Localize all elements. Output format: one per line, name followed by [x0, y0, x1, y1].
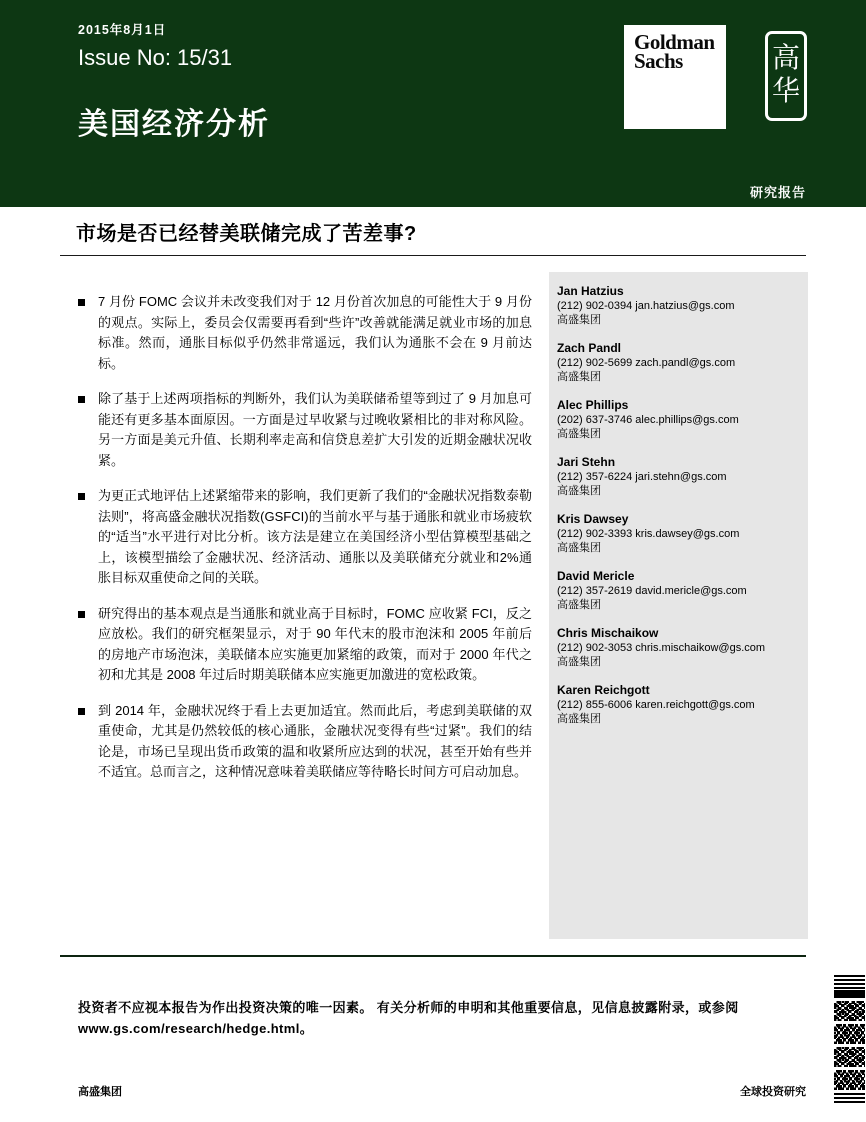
page-title: 市场是否已经替美联储完成了苦差事? — [76, 223, 417, 245]
gaohua-seal-char2: 华 — [771, 76, 800, 107]
goldman-sachs-logo-line1: Goldman — [634, 30, 715, 54]
analyst-name: Chris Mischaikow — [557, 626, 659, 640]
barcode-block — [834, 1001, 865, 1021]
analyst-name: David Mericle — [557, 569, 635, 583]
footer-row — [78, 1083, 806, 1099]
analyst-entry — [557, 398, 798, 441]
analyst-name: Zach Pandl — [557, 341, 622, 355]
analyst-firm: 高盛集团 — [557, 485, 601, 497]
bullet-marker — [78, 708, 85, 715]
bullet-text: 除了基于上述两项指标的判断外，我们认为美联储希望等到过了 9 月加息可能还有更多基本面原因。一方面是过早收紧与过晚收紧相比的非对称风险。另一方面是美元升值、长期利率走高和信贷息差扩大引发的近期金融状况收紧。 — [98, 391, 532, 468]
disclaimer-text: 投资者不应视本报告为作出投资决策的唯一因素。 有关分析师的申明和其他重要信息，见信息披露附录，或参阅 www.gs.com/research/hedge.html。 — [78, 1000, 739, 1036]
analyst-entry — [557, 455, 798, 498]
barcode-block — [834, 1070, 865, 1090]
bullet-text: 研究得出的基本观点是当通胀和就业高于目标时，FOMC 应收紧 FCI，反之应放松。我们的研究框架显示，对于 90 年代末的股市泡沫和 2005 年前后的房地产市场泡沫，美联储本应实施更加紧缩的政策，而对于 2000 年代之初和尤其是 2008 年过后时期美联储本应实施更加激进的宽松政策。 — [98, 605, 532, 682]
bullet-text: 为更正式地评估上述紧缩带来的影响，我们更新了我们的“金融状况指数泰勒法则”，将高盛金融状况指数(GSFCI)的当前水平与基于通胀和就业市场疲软的“适当”水平进行对比分析。该方法是建立在美国经济小型估算模型基础之上，该模型描绘了金融状况、经济活动、通胀以及美联储充分就业和2%通胀目标双重使命之间的关联。 — [98, 488, 532, 585]
bullet-text: 到 2014 年，金融状况终于看上去更加适宜。然而此后，考虑到美联储的双重使命，尤其是仍然较低的核心通胀，金融状况变得有些“过紧”。我们的结论是，市场已呈现出货币政策的温和收紧所应达到的状况，甚至开始有些并不适宜。总而言之，这种情况意味着美联储应等待略长时间方可启动加息。 — [98, 702, 532, 779]
content-area — [78, 272, 808, 939]
analyst-firm: 高盛集团 — [557, 713, 601, 725]
masthead — [0, 0, 866, 207]
analyst-entry — [557, 341, 798, 384]
barcode-block — [834, 1047, 865, 1067]
footer-firm-name: 高盛集团 — [78, 1086, 122, 1098]
analyst-firm: 高盛集团 — [557, 314, 601, 326]
bullet-item — [78, 604, 532, 686]
analyst-entry — [557, 512, 798, 555]
analyst-contact: (212) 357-2619 david.mericle@gs.com — [557, 585, 747, 597]
analyst-contact: (212) 855-6006 karen.reichgott@gs.com — [557, 699, 755, 711]
bullet-item — [78, 701, 532, 783]
analyst-name: Alec Phillips — [557, 398, 629, 412]
gaohua-seal-logo — [765, 31, 807, 121]
analyst-contact: (212) 902-3393 kris.dawsey@gs.com — [557, 528, 740, 540]
bullet-item — [78, 389, 532, 471]
analyst-name: Jari Stehn — [557, 455, 616, 469]
issue-number: Issue No: 15/31 — [78, 45, 233, 70]
title-block — [60, 207, 806, 256]
analyst-entry — [557, 626, 798, 669]
gaohua-seal-char1: 高 — [771, 43, 800, 75]
footer-division-name: 全球投资研究 — [740, 1086, 806, 1098]
bullet-marker — [78, 493, 85, 500]
barcode-solid-band — [834, 990, 865, 998]
analyst-contact: (212) 902-3053 chris.mischaikow@gs.com — [557, 642, 766, 654]
goldman-sachs-logo — [624, 25, 726, 129]
document-barcode — [834, 975, 865, 1106]
analyst-entry — [557, 683, 798, 726]
analyst-firm: 高盛集团 — [557, 599, 601, 611]
goldman-sachs-logo-line2: Sachs — [634, 49, 683, 74]
analyst-entry — [557, 569, 798, 612]
analyst-firm: 高盛集团 — [557, 371, 601, 383]
analyst-name: Kris Dawsey — [557, 512, 629, 526]
analyst-firm: 高盛集团 — [557, 656, 601, 668]
barcode-block — [834, 1024, 865, 1044]
bullet-marker — [78, 611, 85, 618]
summary-bullet-list — [78, 272, 532, 798]
publication-title: 美国经济分析 — [78, 108, 270, 141]
title-divider — [60, 255, 806, 256]
report-type-label: 研究报告 — [749, 185, 806, 200]
barcode-stripes-top — [834, 975, 865, 989]
analyst-firm: 高盛集团 — [557, 428, 601, 440]
masthead-text-block — [78, 20, 270, 143]
analyst-contact: (212) 357-6224 jari.stehn@gs.com — [557, 471, 727, 483]
analyst-entry — [557, 284, 798, 327]
analyst-name: Karen Reichgott — [557, 683, 650, 697]
bullet-marker — [78, 396, 85, 403]
analyst-contact: (212) 902-5699 zach.pandl@gs.com — [557, 357, 736, 369]
analyst-name: Jan Hatzius — [557, 284, 624, 298]
analyst-panel — [549, 272, 808, 939]
barcode-stripes-bottom — [834, 1093, 865, 1105]
bullet-item — [78, 292, 532, 374]
bullet-text: 7 月份 FOMC 会议并未改变我们对于 12 月份首次加息的可能性大于 9 月份的观点。实际上，委员会仅需要再看到“些许”改善就能满足就业市场的加息标准。然而，通胀目标似乎仍然非常遥远，我们认为通胀不会在 9 月前达标。 — [98, 294, 532, 371]
analyst-contact: (202) 637-3746 alec.phillips@gs.com — [557, 414, 739, 426]
report-date: 2015年8月1日 — [78, 23, 167, 37]
analyst-firm: 高盛集团 — [557, 542, 601, 554]
bullet-marker — [78, 299, 85, 306]
bullet-item — [78, 486, 532, 589]
analyst-contact: (212) 902-0394 jan.hatzius@gs.com — [557, 300, 735, 312]
footer-divider — [60, 955, 806, 957]
